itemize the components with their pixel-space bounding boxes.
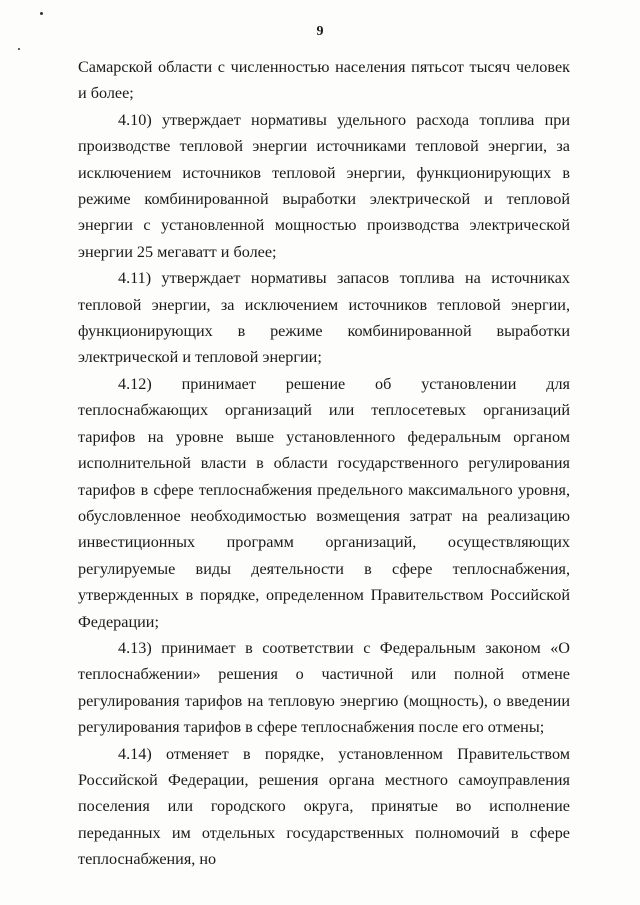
paragraph-4-14: 4.14) отменяет в порядке, установленном Правительством Российской Федерации, решения органа местного самоуправления поселения или городского округа, принятые во исполнение переданных им отдельных государственных полномочий в сфере теплоснабжения, но: [78, 744, 570, 869]
scan-speck: [18, 48, 20, 50]
paragraph-4-10: 4.10) утверждает нормативы удельного расхода топлива при производстве тепловой энергии источниками тепловой энергии, за исключением источников тепловой энергии, функционирующих в режиме комбинированной выработки электрической и тепловой энергии с установленной мощностью производства электрической энергии 25 мегаватт и более;: [78, 110, 570, 261]
paragraph-continuation: Самарской области с численностью населения пятьсот тысяч человек и более;: [78, 58, 570, 103]
document-body: [78, 54, 570, 873]
paragraph-4-11: 4.11) утверждает нормативы запасов топлива на источниках тепловой энергии, за исключением источников тепловой энергии, функционирующих в режиме комбинированной выработки электрической и тепловой энергии;: [78, 269, 570, 367]
page-number: 9: [316, 24, 324, 39]
scan-speck: [40, 12, 43, 15]
paragraph-4-13: 4.13) принимает в соответствии с Федеральным законом «О теплоснабжении» решения о частичной или полной отмене регулирования тарифов на тепловую энергию (мощность), о введении регулирования тарифов в сфере теплоснабжения после его отмены;: [78, 638, 570, 737]
paragraph-4-12: 4.12) принимает решение об установлении для теплоснабжающих организаций или теплосетевых организаций тарифов на уровне выше установленного федеральным органом исполнительной власти в области государственного регулирования тарифов в сфере теплоснабжения предельного максимального уровня, обусловленное необходимостью возмещения затрат на реализацию инвестиционных программ организаций, осуществляющих регулируемые виды деятельности в сфере теплоснабжения, утвержденных в порядке, определенном Правительством Российской Федерации;: [78, 374, 570, 631]
